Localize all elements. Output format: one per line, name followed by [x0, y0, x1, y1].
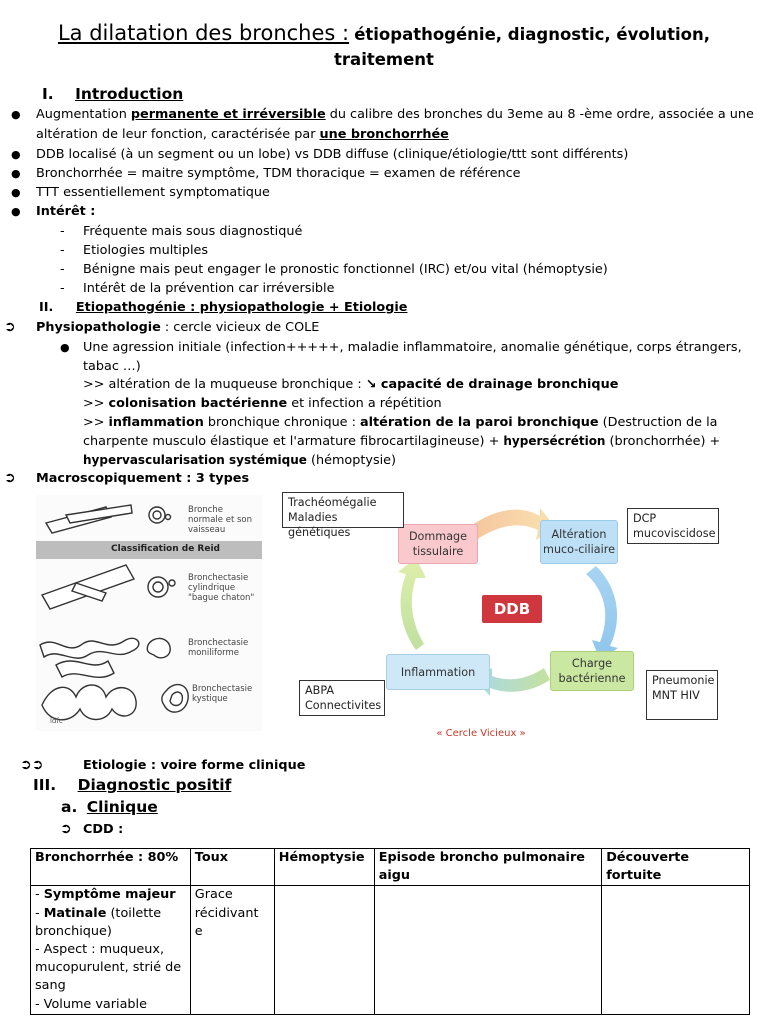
dash-icon: -	[60, 262, 65, 277]
reid-title: Classification de Reid	[111, 544, 220, 554]
title-sub: étiopathogénie, diagnostic, évolution,	[354, 25, 711, 44]
table-cell-bronchorrhee	[31, 886, 191, 1014]
text-bold: altération de la paroi bronchique	[360, 415, 599, 430]
dash-icon: -	[60, 224, 65, 239]
cell-line: - Volume variable	[35, 996, 147, 1012]
text-bold: Matinale	[43, 905, 107, 921]
table-cell-toux	[190, 886, 274, 1014]
label-cylindrique: Bronchectasie cylindrique "bague chaton"	[188, 573, 255, 603]
text: altération de leur fonction, caractérisée par	[36, 127, 320, 142]
intro-item-4: TTT essentiellement symptomatique	[36, 185, 270, 200]
intro-item-3: Bronchorrhée = maitre symptôme, TDM thoracique = examen de référence	[36, 166, 521, 181]
cell-line: sang	[35, 978, 66, 994]
bullet-icon: ●	[60, 341, 70, 354]
label-moniliforme: Bronchectasie moniliforme	[188, 638, 249, 658]
node-alteration-muco-ciliaire: Altération muco-ciliaire	[540, 520, 618, 564]
bullet-icon: ●	[11, 167, 21, 180]
page-title	[0, 18, 768, 50]
bullet-icon: ●	[11, 148, 21, 161]
table-row	[31, 886, 750, 1014]
text: (bronchorrhée) +	[605, 434, 721, 449]
physio-line: Une agression initiale (infection+++++, maladie inflammatoire, anomalie génétique, corps étrangers,	[83, 340, 742, 355]
intro-item-1-line2	[36, 125, 449, 144]
dash-icon: -	[60, 281, 65, 296]
label-normal: Bronche normale et son vaisseau	[188, 505, 252, 535]
dash-icon: -	[60, 243, 65, 258]
cdd-label: CDD :	[83, 822, 124, 837]
etiologie-row	[0, 756, 400, 776]
title-line2: traitement	[334, 50, 434, 69]
text: charpente musculo élastique et l'armature fibrocartilagineuse) +	[83, 434, 504, 449]
text: : cercle vicieux de COLE	[160, 320, 320, 335]
interet-item: Fréquente mais sous diagnostiqué	[83, 224, 303, 239]
box-trachea: Trachéomégalie Maladies génétiques	[282, 492, 404, 528]
label-kystique: Bronchectasie kystique	[192, 684, 253, 704]
table-cell-decouverte	[602, 886, 750, 1014]
text-bold: inflammation	[108, 415, 204, 430]
physio-heading	[36, 318, 319, 337]
macro-heading-row	[0, 469, 400, 489]
text-bold: Physiopathologie	[36, 320, 161, 335]
cell-line: - Aspect : muqueux,	[35, 942, 165, 958]
interet-item: Intérêt de la prévention car irréversible	[83, 281, 335, 296]
table-cell-episode	[374, 886, 601, 1014]
section-intro	[42, 85, 183, 103]
section-label: Diagnostic positif	[77, 776, 232, 794]
cell-line: Grace	[194, 887, 233, 903]
double-arrow-icon: ➲➲	[20, 757, 44, 773]
table-header: Hémoptysie	[274, 849, 374, 886]
intro-item-5: Intérêt :	[36, 204, 96, 219]
reid-classification-figure	[36, 495, 262, 731]
table-header: Episode broncho pulmonaire aigu	[374, 849, 601, 886]
arrow-right-icon: ➲	[4, 470, 16, 486]
text: et infection a répétition	[287, 396, 442, 411]
text-bold: une bronchorrhée	[319, 127, 449, 142]
text-bold: hypervascularisation systémique	[83, 453, 307, 467]
node-charge-bacterienne: Charge bactérienne	[550, 651, 634, 691]
text-bold: ↘ capacité de drainage bronchique	[365, 377, 619, 392]
node-dommage-tissulaire: Dommage tissulaire	[398, 524, 478, 564]
box-abpa: ABPA Connectivites	[299, 680, 385, 716]
table-header: Toux	[190, 849, 274, 886]
intro-item-2: DDB localisé (à un segment ou un lobe) vs DDB diffuse (clinique/étiologie/ttt sont différents)	[36, 147, 629, 162]
arrow-right-icon: ➲	[60, 821, 72, 837]
physio-line	[83, 451, 396, 470]
text: (Destruction de la	[598, 415, 718, 430]
text: >> altération de la muqueuse bronchique :	[83, 377, 366, 392]
box-pneumonie: Pneumonie MNT HIV	[646, 670, 718, 720]
macro-heading: Macroscopiquement : 3 types	[36, 471, 250, 486]
intro-list	[0, 105, 768, 305]
box-dcp: DCP mucoviscidose	[627, 508, 719, 544]
table-header: Découverte fortuite	[602, 849, 750, 886]
text: du calibre des bronches du 3eme au 8 -ème ordre, associée a une	[325, 107, 754, 122]
table-header-row	[31, 849, 750, 886]
physio-line	[83, 413, 717, 432]
cell-line: mucopurulent, strié de	[35, 960, 182, 976]
text: bronchique chronique :	[203, 415, 361, 430]
node-ddb-center: DDB	[482, 595, 542, 623]
cell-line: - Symptôme majeur	[35, 887, 176, 903]
physio-line	[83, 432, 720, 451]
interet-item: Bénigne mais peut engager le pronostic fonctionnel (IRC) et/ou vital (hémoptysie)	[83, 262, 608, 277]
bullet-icon: ●	[11, 186, 21, 199]
section-number: II.	[39, 300, 54, 315]
text-bold: Symptôme majeur	[43, 887, 176, 903]
text: Augmentation	[36, 107, 131, 122]
subsection-clinique	[61, 798, 158, 816]
physio-block	[0, 318, 768, 473]
cdd-row	[0, 820, 300, 840]
text: >>	[83, 415, 109, 430]
interet-item: Etiologies multiples	[83, 243, 209, 258]
text-bold: colonisation bactérienne	[108, 396, 288, 411]
section-label: Introduction	[75, 85, 184, 103]
cell-line: e	[194, 923, 203, 939]
intro-item-1	[36, 105, 754, 124]
bullet-icon: ●	[11, 108, 21, 121]
title-main: La dilatation des bronches :	[57, 21, 350, 45]
section-label: Etiopathogénie : physiopathologie + Etiologie	[75, 300, 408, 315]
table-header: Bronchorrhée : 80%	[31, 849, 191, 886]
physio-line	[83, 394, 442, 413]
physio-line: tabac …)	[83, 359, 141, 374]
section-number: III.	[33, 776, 57, 794]
section-diag	[33, 776, 231, 794]
cell-line: - Matinale (toilette	[35, 905, 162, 921]
cdd-table	[30, 848, 750, 1015]
physio-line	[83, 375, 618, 394]
section-etio	[39, 298, 407, 317]
corner-mark: ldfc	[50, 717, 63, 725]
cycle-caption: « Cercle Vicieux »	[436, 728, 526, 739]
vicious-cycle-diagram	[278, 488, 720, 748]
table-cell-hemoptysie	[274, 886, 374, 1014]
text-bold: hypersécrétion	[503, 434, 606, 448]
text: >>	[83, 396, 109, 411]
section-label: Clinique	[86, 798, 158, 816]
arrow-right-icon: ➲	[4, 319, 16, 335]
text: (hémoptysie)	[306, 453, 397, 468]
cell-line: récidivant	[194, 905, 259, 921]
section-number: I.	[42, 85, 54, 103]
text: (toilette	[106, 905, 162, 921]
bullet-icon: ●	[11, 205, 21, 218]
etiologie-line: Etiologie : voire forme clinique	[83, 758, 306, 773]
text-bold: permanente et irréversible	[130, 107, 326, 122]
section-number: a.	[61, 798, 78, 816]
node-inflammation: Inflammation	[386, 654, 490, 690]
cell-line: bronchique)	[35, 923, 112, 939]
